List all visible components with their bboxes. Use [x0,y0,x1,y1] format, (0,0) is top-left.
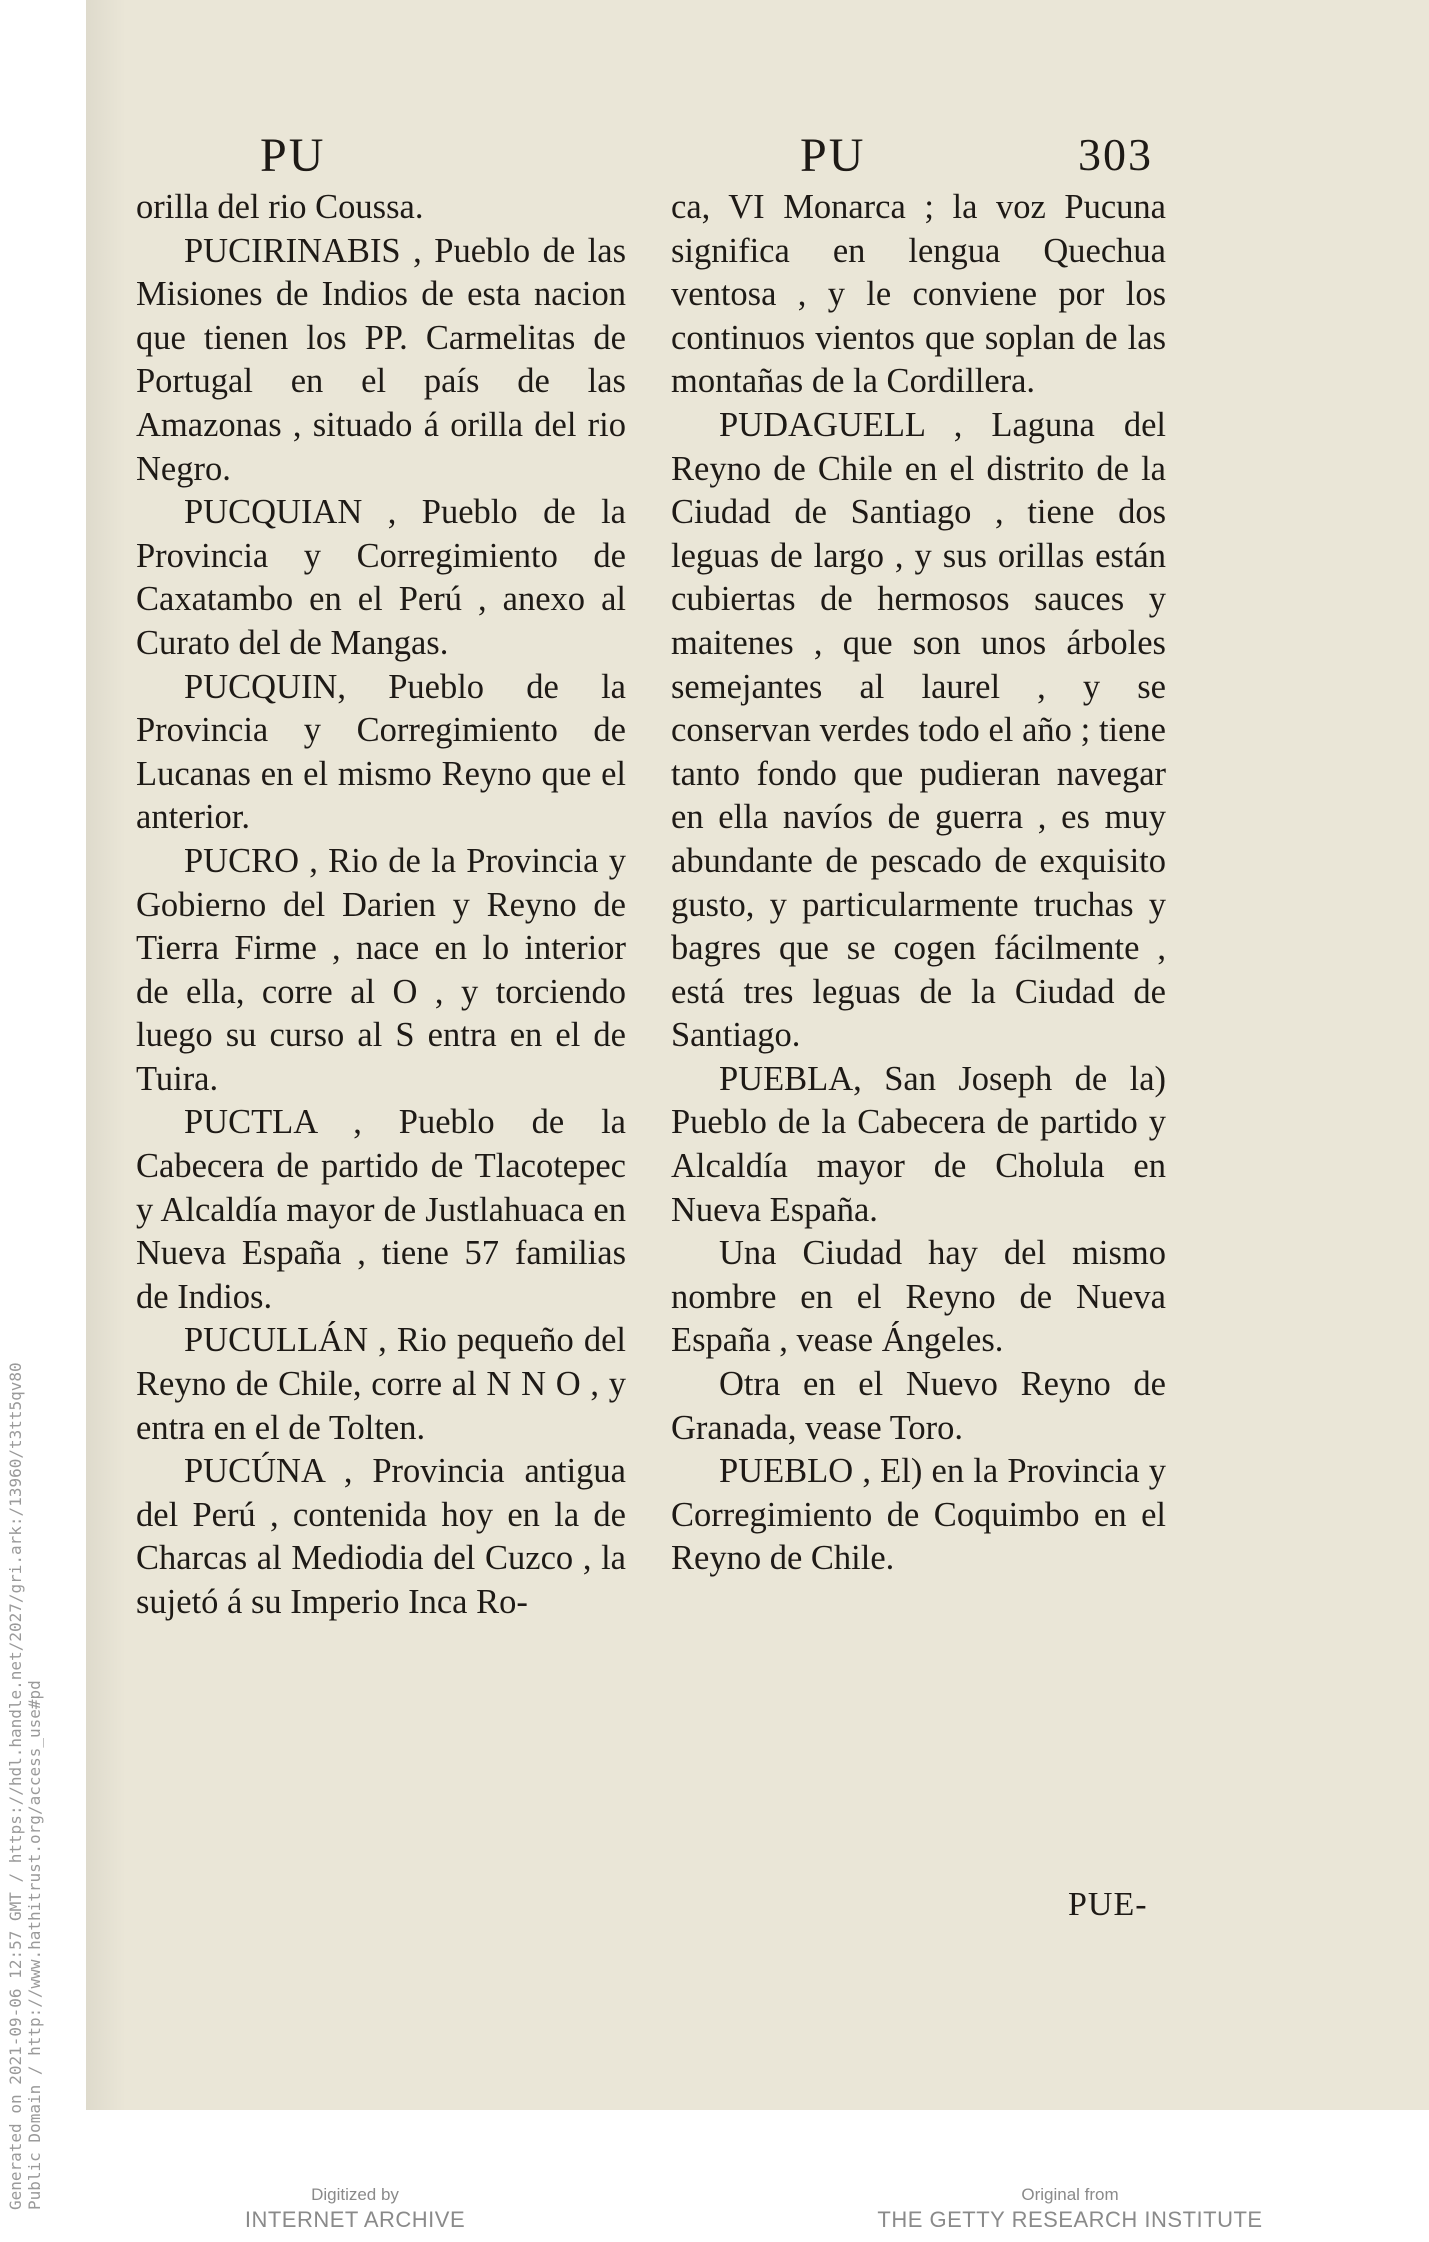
footer-digitized-label: Digitized by [311,2185,399,2204]
left-column [136,186,626,1625]
entry-pucirinabis: PUCIRINABIS , Pueblo de las Misiones de Indios de esta nacion que tienen los PP. Carmelitas de Portugal en el país de las Amazonas , situado á orilla del rio Negro. [136,231,626,488]
entry-pucullan: PUCULLÁN , Rio pequeño del Reyno de Chile, corre al N N O , y entra en el de Tolten. [136,1321,626,1447]
entry-continuation: orilla del rio Coussa. [136,188,424,226]
running-head-right: PU [800,129,866,182]
entry-pudaguell: PUDAGUELL , Laguna del Reyno de Chile en el distrito de la Ciudad de Santiago , tiene dos leguas de largo , y sus orillas están cubiertas de hermosos sauces y maitenes , que son unos árboles semejantes al laurel , y se conservan verdes todo el año ; tiene tanto fondo que pudieran navegar en ella navíos de guerra , es muy abundante de pescado de exquisito gusto, y particularmente truchas y bagres que se cogen fácilmente , está tres leguas de la Ciudad de Santiago. [671,405,1166,1055]
page-number: 303 [1078,129,1153,180]
entry-otra-nuevo-reyno: Otra en el Nuevo Reyno de Granada, vease Toro. [671,1365,1166,1447]
entry-ciudad-mismo-nombre: Una Ciudad hay del mismo nombre en el Reyno de Nueva España , vease Ángeles. [671,1234,1166,1360]
running-head-left: PU [260,129,326,182]
footer-getty: THE GETTY RESEARCH INSTITUTE [877,2207,1263,2232]
footer-original [860,2184,1280,2234]
entry-pucquin: PUCQUIN, Pueblo de la Provincia y Corregimiento de Lucanas en el mismo Reyno que el anterior. [136,667,626,837]
right-column [671,186,1166,1581]
footer-digitized [230,2184,480,2234]
side-notice [6,1362,44,2210]
entry-continuation-right: ca, VI Monarca ; la voz Pucuna significa en lengua Quechua ventosa , y le conviene por los continuos vientos que soplan de las montañas de la Cordillera. [671,188,1166,401]
entry-pucquian: PUCQUIAN , Pueblo de la Provincia y Corregimiento de Caxatambo en el Perú , anexo al Curato del de Mangas. [136,493,626,662]
side-notice-generated: Generated on 2021-09-06 12:57 GMT / https://hdl.handle.net/2027/gri.ark:/13960/t3tt5qv80 [6,1362,25,2210]
entry-pucro: PUCRO , Rio de la Provincia y Gobierno del Darien y Reyno de Tierra Firme , nace en lo interior de ella, corre al O , y torciendo luego su curso al S entra en el de Tuira. [136,841,626,1098]
side-notice-license: Public Domain / http://www.hathitrust.org/access_use#pd [25,1680,44,2210]
entry-puebla: PUEBLA, San Joseph de la) Pueblo de la Cabecera de partido y Alcaldía mayor de Cholula en Nueva España. [671,1059,1166,1229]
entry-pucuna: PUCÚNA , Provincia antigua del Perú , contenida hoy en la de Charcas al Mediodia del Cuzco , la sujetó á su Imperio Inca Ro- [136,1452,626,1621]
entry-puctla: PUCTLA , Pueblo de la Cabecera de partido de Tlacotepec y Alcaldía mayor de Justlahuaca en Nueva España , tiene 57 familias de Indios. [136,1103,626,1316]
entry-pueblo-el: PUEBLO , El) en la Provincia y Corregimiento de Coquimbo en el Reyno de Chile. [671,1452,1166,1578]
footer-internet-archive: INTERNET ARCHIVE [244,2207,466,2232]
footer-original-label: Original from [1021,2185,1119,2204]
catchword: PUE- [1068,1886,1148,1923]
